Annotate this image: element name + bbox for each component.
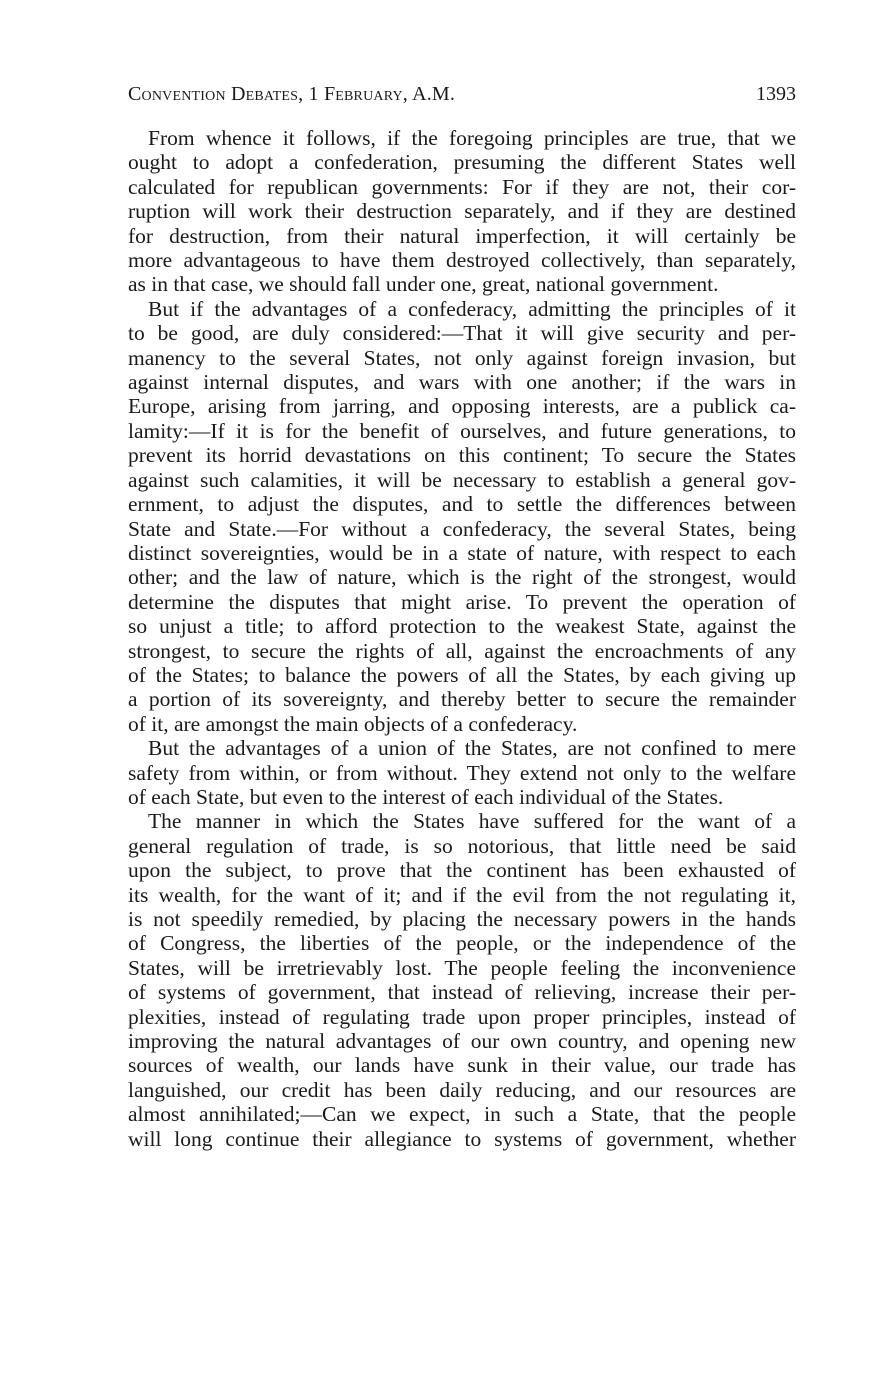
text-line: But the advantages of a union of the States, are not confined to mere [148, 736, 796, 761]
text-line: so unjust a title; to afford protection to the weakest State, against the [128, 614, 796, 639]
text-line: of it, are amongst the main objects of a confederacy. [128, 711, 578, 736]
text-line: plexities, instead of regulating trade upon proper principles, instead of [128, 1004, 796, 1029]
text-line: will long continue their allegiance to systems of government, whether [128, 1126, 796, 1151]
text-line: manency to the several States, not only against foreign invasion, but [128, 345, 796, 370]
text-line: as in that case, we should fall under one, great, national government. [128, 272, 719, 297]
text-line: languished, our credit has been daily reducing, and our resources are [128, 1077, 796, 1102]
running-head [128, 80, 796, 108]
page-number: 1393 [756, 83, 796, 105]
paragraph [128, 126, 796, 297]
text-line: its wealth, for the want of it; and if the evil from the not regulating it, [128, 882, 796, 907]
text-line: The manner in which the States have suffered for the want of a [148, 809, 796, 834]
text-line: ruption will work their destruction separately, and if they are destined [128, 199, 796, 224]
text-line: of systems of government, that instead of relieving, increase their per- [128, 980, 796, 1005]
text-line: for destruction, from their natural imperfection, it will certainly be [128, 223, 796, 248]
text-line: more advantageous to have them destroyed collectively, than separately, [128, 248, 796, 273]
text-line: From whence it follows, if the foregoing principles are true, that we [148, 126, 796, 150]
text-line: ernment, to adjust the disputes, and to settle the differences between [128, 492, 796, 517]
text-line: of Congress, the liberties of the people, or the independence of the [128, 931, 796, 956]
text-line: prevent its horrid devastations on this continent; To secure the States [128, 443, 796, 468]
text-line: But if the advantages of a confederacy, admitting the principles of it [148, 296, 796, 321]
text-line: improving the natural advantages of our own country, and opening new [128, 1029, 796, 1054]
text-line: sources of wealth, our lands have sunk in their value, our trade has [128, 1053, 796, 1078]
text-line: of each State, but even to the interest of each individual of the States. [128, 784, 724, 809]
text-line: almost annihilated;—Can we expect, in such a State, that the people [128, 1102, 796, 1127]
text-line: distinct sovereignties, would be in a state of nature, with respect to each [128, 540, 796, 565]
text-line: to be good, are duly considered:—That it will give security and per- [128, 321, 796, 346]
text-line: of the States; to balance the powers of all the States, by each giving up [128, 662, 796, 687]
text-line: ought to adopt a confederation, presuming the different States well [128, 150, 796, 175]
paragraph [128, 297, 796, 736]
text-line: against such calamities, it will be necessary to establish a general gov- [128, 467, 796, 492]
text-line: upon the subject, to prove that the continent has been exhausted of [128, 858, 796, 883]
text-line: lamity:—If it is for the benefit of ourselves, and future generations, to [128, 418, 796, 443]
body-text [128, 126, 796, 1151]
text-line: a portion of its sovereignty, and thereby better to secure the remainder [128, 687, 796, 712]
text-line: States, will be irretrievably lost. The people feeling the inconvenience [128, 955, 796, 980]
text-line: is not speedily remedied, by placing the necessary powers in the hands [128, 907, 796, 931]
text-line: Europe, arising from jarring, and opposing interests, are a publick ca- [128, 394, 796, 419]
text-line: general regulation of trade, is so notorious, that little need be said [128, 833, 796, 858]
running-head-title: Convention Debates, 1 February, A.M. [128, 83, 456, 105]
text-line: calculated for republican governments: For if they are not, their cor- [128, 174, 796, 199]
text-line: safety from within, or from without. They extend not only to the welfare [128, 760, 796, 785]
paragraph [128, 736, 796, 809]
text-line: against internal disputes, and wars with one another; if the wars in [128, 370, 796, 395]
text-line: determine the disputes that might arise. To prevent the operation of [128, 589, 796, 614]
text-line: other; and the law of nature, which is the right of the strongest, would [128, 565, 796, 590]
text-line: State and State.—For without a confederacy, the several States, being [128, 516, 796, 541]
text-line: strongest, to secure the rights of all, against the encroachments of any [128, 638, 796, 663]
paragraph [128, 809, 796, 1151]
